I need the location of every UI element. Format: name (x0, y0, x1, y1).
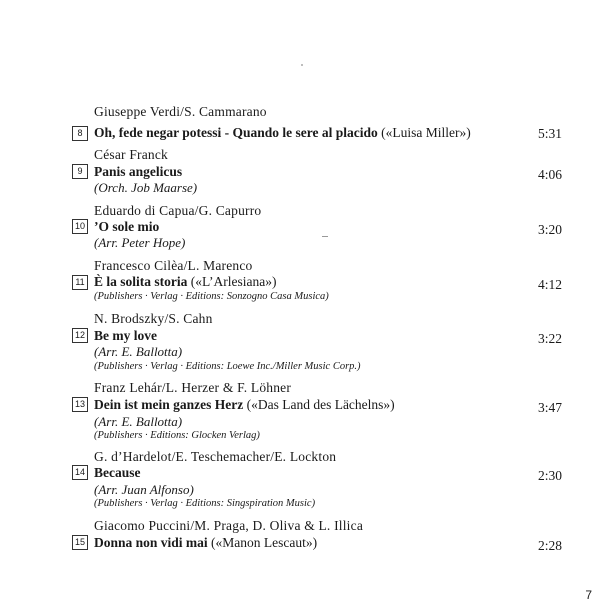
track-duration: 3:47 (537, 400, 562, 415)
track-number-box: 9 (72, 164, 88, 179)
track-composer: César Franck (94, 147, 169, 162)
track-duration: 2:28 (537, 538, 562, 553)
track-publisher: (Publishers · Verlag · Editions: Loewe Inc./Miller Music Corp.) (94, 361, 361, 372)
track-title-main: ’O sole mio (94, 219, 160, 234)
track-publisher: (Publishers · Editions: Glocken Verlag) (94, 430, 260, 441)
track-number-box: 12 (72, 328, 88, 343)
track-opera: («L’Arlesiana») (190, 274, 277, 289)
track-title (94, 125, 471, 141)
track-number-box: 15 (72, 535, 88, 550)
track-title-main: Be my love (94, 328, 157, 343)
track-title (94, 397, 395, 413)
track-duration: 5:31 (537, 126, 562, 141)
track-arranger: (Arr. Juan Alfonso) (94, 482, 194, 497)
track-composer: Eduardo di Capua/G. Capurro (94, 203, 262, 218)
track-duration: 4:12 (537, 277, 562, 292)
track-composer: Giuseppe Verdi/S. Cammarano (94, 104, 267, 119)
track-title-main: È la solita storia (94, 274, 188, 289)
track-publisher: (Publishers · Verlag · Editions: Sonzogno Casa Musica) (94, 291, 329, 302)
page-number: 7 (585, 588, 592, 602)
track-composer: Francesco Cilèa/L. Marenco (94, 258, 253, 273)
track-title (94, 535, 317, 551)
track-title (94, 164, 182, 180)
track-title-main: Panis angelicus (94, 164, 183, 179)
track-duration: 2:30 (537, 468, 562, 483)
track-number-box: 11 (72, 275, 88, 290)
track-publisher: (Publishers · Verlag · Editions: Singspiration Music) (94, 498, 316, 509)
track-opera: («Das Land des Lächelns») (246, 397, 395, 412)
track-title (94, 274, 276, 290)
track-arranger: (Arr. E. Ballotta) (94, 344, 183, 359)
track-duration: 3:22 (537, 331, 562, 346)
speck (322, 236, 328, 237)
track-duration: 3:20 (537, 222, 562, 237)
track-arranger: (Arr. Peter Hope) (94, 235, 186, 250)
track-composer: N. Brodszky/S. Cahn (94, 311, 213, 326)
track-title-main: Because (94, 465, 141, 480)
track-title-main: Donna non vidi mai (94, 535, 208, 550)
track-number-box: 14 (72, 465, 88, 480)
track-number-box: 10 (72, 219, 88, 234)
track-title-main: Dein ist mein ganzes Herz (94, 397, 244, 412)
speck (301, 64, 303, 66)
track-composer: Franz Lehár/L. Herzer & F. Löhner (94, 380, 292, 395)
track-title (94, 465, 141, 481)
track-arranger: (Arr. E. Ballotta) (94, 414, 183, 429)
track-title (94, 219, 159, 235)
track-composer: Giacomo Puccini/M. Praga, D. Oliva & L. Illica (94, 518, 364, 533)
track-arranger: (Orch. Job Maarse) (94, 180, 198, 195)
track-title-main: Oh, fede negar potessi - Quando le sere al placido (94, 125, 378, 140)
track-duration: 4:06 (537, 167, 562, 182)
track-number-box: 8 (72, 126, 88, 141)
track-opera: («Luisa Miller») (381, 125, 471, 140)
track-composer: G. d’Hardelot/E. Teschemacher/E. Lockton (94, 449, 337, 464)
track-number-box: 13 (72, 397, 88, 412)
track-opera: («Manon Lescaut») (211, 535, 318, 550)
track-title (94, 328, 157, 344)
